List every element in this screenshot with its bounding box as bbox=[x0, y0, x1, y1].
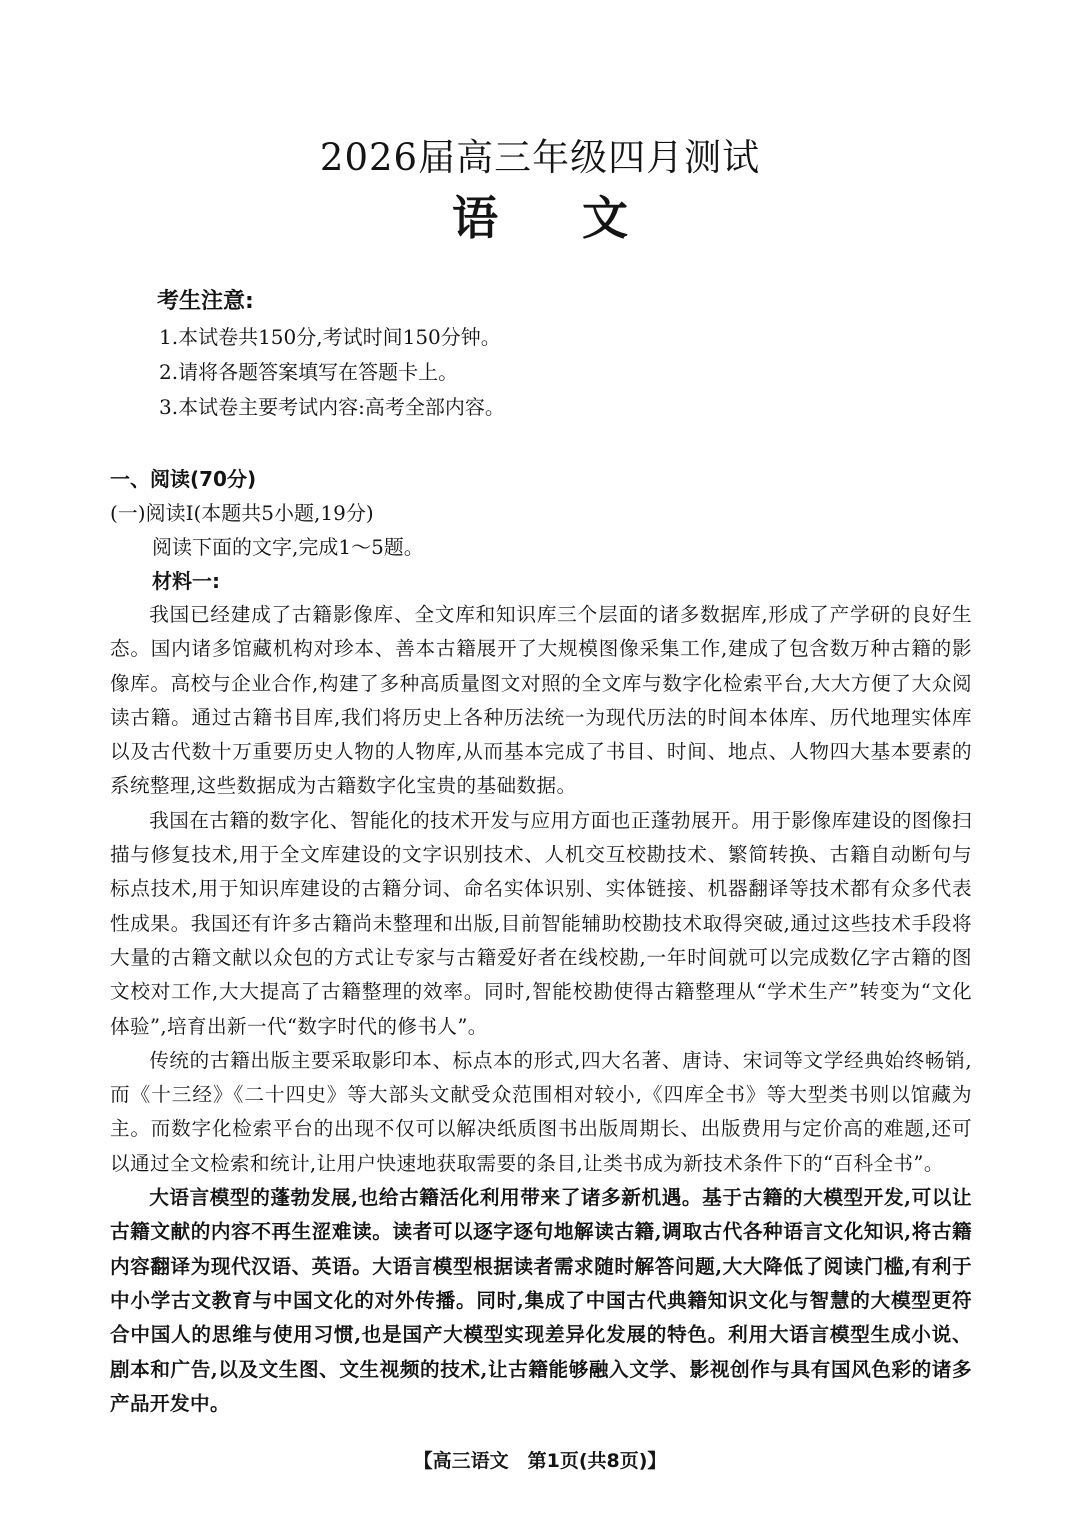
paragraph: 传统的古籍出版主要采取影印本、标点本的形式,四大名著、唐诗、宋词等文学经典始终畅销,而《十三经》《二十四史》等大部头文献受众范围相对较小,《四库全书》等大型类书则以馆藏为主。而数字化检索平台的出现不仅可以解决纸质图书出版周期长、出版费用与定价高的难题,还可以通过全文检索和统计,让用户快速地获取需要的条目,让类书成为新技术条件下的“百科全书”。 bbox=[110, 1048, 972, 1175]
paragraph: 我国已经建成了古籍影像库、全文库和知识库三个层面的诸多数据库,形成了产学研的良好生态。国内诸多馆藏机构对珍本、善本古籍展开了大规模图像采集工作,建成了包含数万种古籍的影像库。高校与企业合作,构建了多种高质量图文对照的全文库与数字化检索平台,大大方便了大众阅读古籍。通过古籍书目库,我们将历史上各种历法统一为现代历法的时间本体库、历代地理实体库以及古代数十万重要历史人物的人物库,从而基本完成了书目、时间、地点、人物四大基本要素的系统整理,这些数据成为古籍数字化宝贵的基础数据。 bbox=[110, 603, 972, 798]
subject-title: 语文 bbox=[452, 191, 712, 245]
notice-item: 2.请将各题答案填写在答题卡上。 bbox=[159, 360, 459, 384]
paragraph: 我国在古籍的数字化、智能化的技术开发与应用方面也正蓬勃展开。用于影像库建设的图像扫描与修复技术,用于全文库建设的文字识别技术、人机交互校勘技术、繁简转换、古籍自动断句与标点技术,用于知识库建设的古籍分词、命名实体识别、实体链接、机器翻译等技术都有众多代表性成果。我国还有许多古籍尚未整理和出版,目前智能辅助校勘技术取得突破,通过这些技术手段将大量的古籍文献以众包的方式让专家与古籍爱好者在线校勘,一年时间就可以完成数亿字古籍的图文校对工作,大大提高了古籍整理的效率。同时,智能校勘使得古籍整理从“学术生产”转变为“文化体验”,培育出新一代“数字时代的修书人”。 bbox=[110, 808, 972, 1038]
section-heading: 一、阅读(70分) bbox=[110, 467, 257, 491]
notice-heading: 考生注意: bbox=[157, 289, 254, 314]
notice-item: 3.本试卷主要考试内容:高考全部内容。 bbox=[159, 395, 505, 419]
part-heading: (一)阅读Ⅰ(本题共5小题,19分) bbox=[110, 501, 374, 525]
material-label: 材料一: bbox=[152, 569, 220, 593]
exam-title: 2026届高三年级四月测试 bbox=[319, 136, 761, 179]
notice-item: 1.本试卷共150分,考试时间150分钟。 bbox=[159, 325, 501, 349]
paragraph: 大语言模型的蓬勃发展,也给古籍活化利用带来了诸多新机遇。基于古籍的大模型开发,可以让古籍文献的内容不再生涩难读。读者可以逐字逐句地解读古籍,调取古代各种语言文化知识,将古籍内容翻译为现代汉语、英语。大语言模型根据读者需求随时解答问题,大大降低了阅读门槛,有利于中小学古文教育与中国文化的对外传播。同时,集成了中国古代典籍知识文化与智慧的大模型更符合中国人的思维与使用习惯,也是国产大模型实现差异化发展的特色。利用大语言模型生成小说、剧本和广告,以及文生图、文生视频的技术,让古籍能够融入文学、影视创作与具有国风色彩的诸多产品开发中。 bbox=[110, 1186, 972, 1415]
page-footer: 【高三语文 第1页(共8页)】 bbox=[413, 1450, 667, 1472]
reading-instruction: 阅读下面的文字,完成1～5题。 bbox=[152, 535, 424, 559]
candidate-notice bbox=[157, 284, 937, 425]
material-body bbox=[110, 598, 972, 1421]
